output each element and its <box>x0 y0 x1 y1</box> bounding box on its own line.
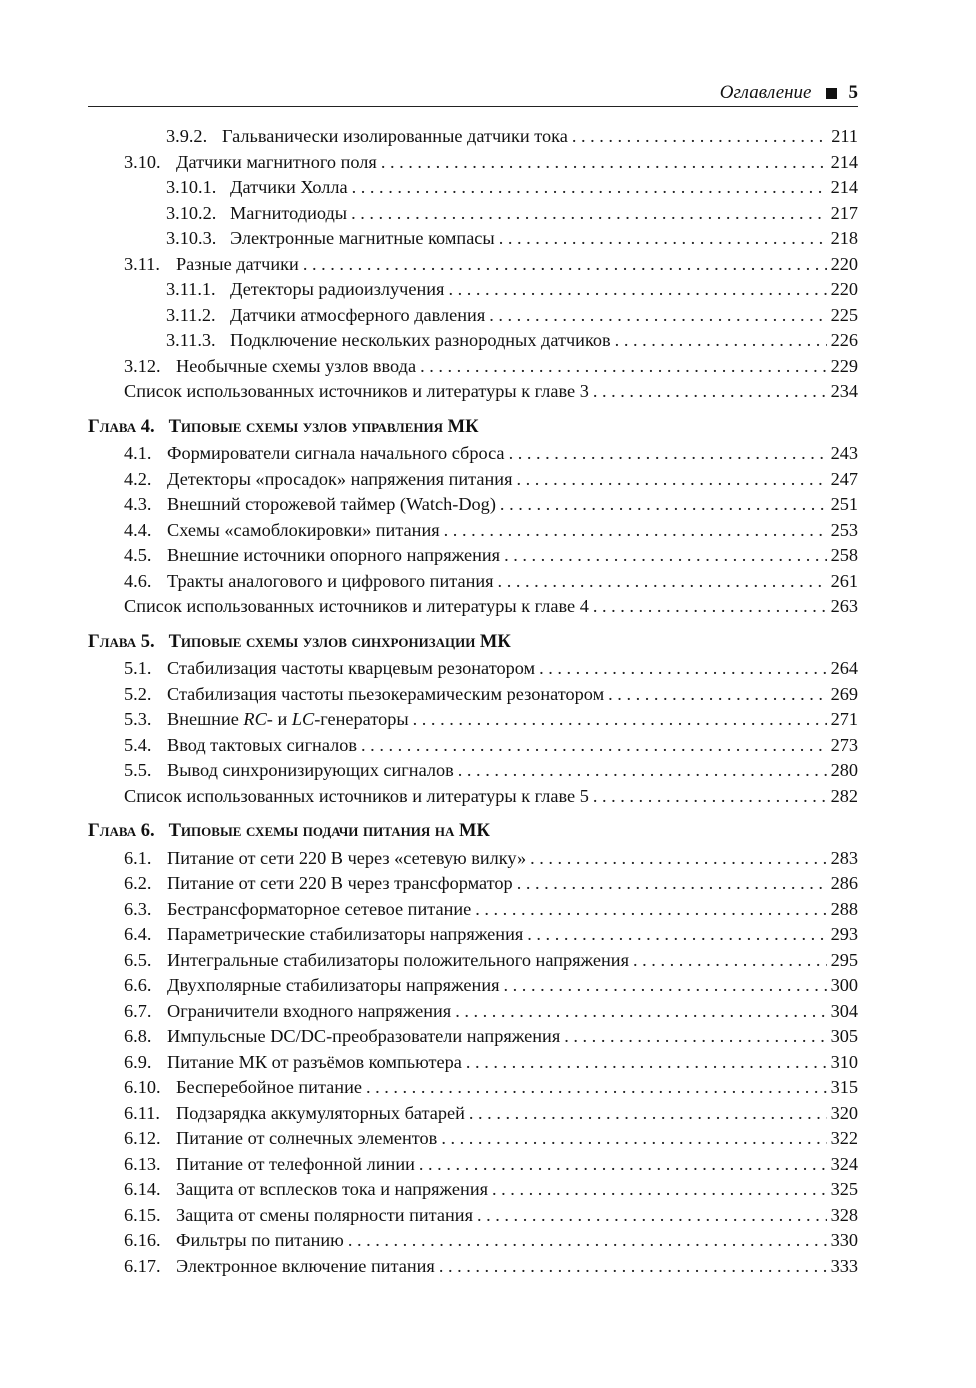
entry-title: Фильтры по питанию <box>176 1230 344 1250</box>
entry-number: 3.10.2. <box>166 202 217 223</box>
toc-entry[interactable] <box>88 328 858 354</box>
entry-number: 6.6. <box>124 975 152 995</box>
dot-leader <box>361 733 827 759</box>
entry-page-number: 218 <box>830 228 858 248</box>
entry-page-number: 293 <box>830 924 858 944</box>
toc-entry[interactable] <box>88 656 858 682</box>
chapter-heading[interactable] <box>88 630 858 656</box>
toc-entry[interactable] <box>88 1228 858 1254</box>
toc-entry[interactable] <box>88 1126 858 1152</box>
toc-entry[interactable] <box>88 922 858 948</box>
entry-title: Защита от смены полярности питания <box>176 1204 473 1225</box>
toc-entry[interactable] <box>88 201 858 227</box>
entry-page-number: 333 <box>830 1255 858 1276</box>
entry-title: Внешний сторожевой таймер (Watch-Dog) <box>167 494 496 514</box>
dot-leader <box>439 1254 827 1280</box>
entry-title: Тракты аналогового и цифрового питания <box>167 570 494 591</box>
header-title: Оглавление <box>719 82 812 103</box>
dot-leader <box>615 328 827 354</box>
entry-title: Бестрансформаторное сетевое питание <box>167 898 472 919</box>
entry-page-number: 253 <box>830 519 858 540</box>
toc-entry[interactable] <box>88 707 858 733</box>
entry-number: 3.11.1. <box>166 279 216 299</box>
entry-page-number: 258 <box>830 545 858 565</box>
dot-leader <box>593 379 827 405</box>
entry-title: Схемы «самоблокировки» питания <box>167 519 440 540</box>
entry-page-number: 263 <box>830 596 858 616</box>
entry-title: Параметрические стабилизаторы напряжения <box>167 924 524 944</box>
chapter-title: Типовые схемы узлов управления МК <box>168 416 479 437</box>
entry-number: 6.1. <box>124 847 152 868</box>
entry-number: 3.12. <box>124 355 161 376</box>
toc-entry[interactable] <box>88 948 858 974</box>
dot-leader <box>492 1177 827 1203</box>
italic-term: RC <box>243 709 267 729</box>
dot-leader <box>441 1126 826 1152</box>
entry-page-number: 320 <box>830 1102 858 1123</box>
entry-page-number: 243 <box>830 443 858 463</box>
entry-title: Подзарядка аккумуляторных батарей <box>176 1102 465 1123</box>
entry-number: 6.13. <box>124 1153 161 1174</box>
italic-term: LC <box>291 709 315 729</box>
entry-title: Интегральные стабилизаторы положительного напряжения <box>167 949 630 970</box>
dot-leader <box>504 973 827 999</box>
entry-page-number: 251 <box>830 494 858 514</box>
chapter-title: Типовые схемы узлов синхронизации МК <box>168 631 511 652</box>
entry-title: Двухполярные стабилизаторы напряжения <box>167 975 500 995</box>
toc-entry[interactable] <box>88 150 858 176</box>
dot-leader <box>504 543 826 569</box>
chapter-number: 5. <box>140 631 155 652</box>
entry-title: Необычные схемы узлов ввода <box>176 355 417 376</box>
dot-leader <box>366 1075 827 1101</box>
toc-entry[interactable] <box>88 682 858 708</box>
dot-leader <box>351 201 827 227</box>
entry-title: Внешние RC- и LC-генераторы <box>167 709 409 729</box>
entry-number: 6.11. <box>124 1102 160 1123</box>
entry-number: 3.10. <box>124 151 161 172</box>
entry-title: Разные датчики <box>176 253 299 274</box>
toc-entry[interactable] <box>88 569 858 595</box>
dot-leader <box>475 897 826 923</box>
dot-leader <box>477 1203 827 1229</box>
entry-number: 5.1. <box>124 658 152 678</box>
entry-title: Датчики атмосферного давления <box>230 304 486 325</box>
toc-entry[interactable] <box>88 1024 858 1050</box>
toc-entry[interactable] <box>88 252 858 278</box>
entry-number: 6.8. <box>124 1026 152 1046</box>
entry-page-number: 220 <box>830 253 858 274</box>
toc-entry[interactable] <box>88 1101 858 1127</box>
entry-number: 6.4. <box>124 924 152 944</box>
dot-leader <box>444 518 827 544</box>
entry-title: Вывод синхронизирующих сигналов <box>167 760 454 780</box>
entry-page-number: 280 <box>830 760 858 780</box>
toc-entry[interactable] <box>88 1152 858 1178</box>
dot-leader <box>499 226 827 252</box>
entry-title: Ограничители входного напряжения <box>167 1000 452 1021</box>
entry-number: 6.5. <box>124 949 152 970</box>
entry-page-number: 214 <box>830 177 858 197</box>
entry-number: 3.11.3. <box>166 330 216 350</box>
toc-entry[interactable] <box>88 973 858 999</box>
entry-page-number: 310 <box>830 1051 858 1072</box>
entry-page-number: 234 <box>830 381 858 401</box>
entry-title: Детекторы «просадок» напряжения питания <box>167 468 513 489</box>
toc-entry[interactable] <box>88 492 858 518</box>
entry-title: Питание от телефонной линии <box>176 1153 415 1174</box>
toc-entry[interactable] <box>88 467 858 493</box>
dot-leader <box>413 707 827 733</box>
running-header <box>88 80 858 107</box>
dot-leader <box>633 948 827 974</box>
entry-title: Гальванически изолированные датчики тока <box>222 126 568 146</box>
dot-leader <box>517 871 827 897</box>
toc-entry[interactable] <box>88 277 858 303</box>
toc-entry[interactable] <box>88 124 858 150</box>
entry-page-number: 324 <box>830 1153 858 1174</box>
entry-number: 3.9.2. <box>166 126 208 146</box>
entry-page-number: 214 <box>830 151 858 172</box>
toc-entry[interactable] <box>88 1075 858 1101</box>
toc-entry[interactable] <box>88 441 858 467</box>
entry-page-number: 211 <box>831 126 858 146</box>
entry-page-number: 315 <box>830 1077 858 1097</box>
entry-number: 6.16. <box>124 1230 161 1250</box>
dot-leader <box>608 682 826 708</box>
toc-entry[interactable] <box>88 379 858 405</box>
entry-title: Детекторы радиоизлучения <box>230 279 445 299</box>
toc-entry[interactable] <box>88 226 858 252</box>
entry-number: 6.14. <box>124 1179 161 1199</box>
toc-entry[interactable] <box>88 846 858 872</box>
entry-title: Внешние источники опорного напряжения <box>167 545 501 565</box>
toc-entry[interactable] <box>88 594 858 620</box>
dot-leader <box>381 150 827 176</box>
entry-page-number: 247 <box>830 468 858 489</box>
entry-page-number: 225 <box>830 304 858 325</box>
entry-number: 4.2. <box>124 468 152 489</box>
entry-number: 4.5. <box>124 545 152 565</box>
entry-number: 6.15. <box>124 1204 161 1225</box>
entry-number: 4.4. <box>124 519 152 540</box>
entry-number: 5.2. <box>124 683 152 704</box>
dot-leader <box>458 758 827 784</box>
entry-title: Импульсные DC/DC-преобразователи напряжения <box>167 1026 561 1046</box>
chapter-number: 6. <box>140 821 155 841</box>
entry-title: Питание МК от разъёмов компьютера <box>167 1051 462 1072</box>
entry-page-number: 229 <box>830 355 858 376</box>
entry-page-number: 271 <box>830 709 858 729</box>
entry-title: Электронное включение питания <box>176 1255 435 1276</box>
entry-title: Датчики Холла <box>230 177 348 197</box>
dot-leader <box>539 656 826 682</box>
entry-page-number: 220 <box>830 279 858 299</box>
toc-entry[interactable] <box>88 871 858 897</box>
entry-page-number: 322 <box>830 1128 858 1148</box>
chapter-title: Типовые схемы подачи питания на МК <box>168 821 490 841</box>
entry-number: 6.3. <box>124 898 152 919</box>
entry-page-number: 283 <box>830 847 858 868</box>
entry-page-number: 286 <box>830 873 858 893</box>
entry-title: Питание от сети 220 В через «сетевую вилку» <box>167 847 527 868</box>
chapter-word: Глава <box>88 821 137 841</box>
entry-page-number: 325 <box>830 1179 858 1199</box>
toc-entry[interactable] <box>88 758 858 784</box>
entry-page-number: 288 <box>830 898 858 919</box>
square-bullet-icon <box>826 88 837 99</box>
header-page-number: 5 <box>848 82 858 103</box>
toc-entry[interactable] <box>88 543 858 569</box>
chapter-number: 4. <box>140 416 155 437</box>
toc-entry[interactable] <box>88 303 858 329</box>
dot-leader <box>498 569 827 595</box>
toc-entry[interactable] <box>88 897 858 923</box>
entry-title: Подключение нескольких разнородных датчиков <box>230 330 611 350</box>
dot-leader <box>500 492 827 518</box>
entry-page-number: 304 <box>830 1000 858 1021</box>
entry-page-number: 264 <box>830 658 858 678</box>
dot-leader <box>593 594 827 620</box>
entry-page-number: 282 <box>830 785 858 806</box>
entry-number: 6.17. <box>124 1255 161 1276</box>
entry-number: 5.4. <box>124 734 152 755</box>
toc-entry[interactable] <box>88 175 858 201</box>
entry-title: Стабилизация частоты пьезокерамическим резонатором <box>167 683 605 704</box>
dot-leader <box>448 277 826 303</box>
running-header-content <box>720 82 858 104</box>
chapter-word: Глава <box>88 416 137 437</box>
entry-title: Электронные магнитные компасы <box>230 228 495 248</box>
entry-title: Список использованных источников и литературы к главе 3 <box>124 381 589 401</box>
toc-entry[interactable] <box>88 354 858 380</box>
table-of-contents <box>88 124 858 1279</box>
chapter-word: Глава <box>88 631 137 652</box>
entry-page-number: 300 <box>830 975 858 995</box>
entry-title: Стабилизация частоты кварцевым резонатором <box>167 658 536 678</box>
entry-number: 6.7. <box>124 1000 152 1021</box>
chapter-heading[interactable] <box>88 819 858 845</box>
entry-number: 6.2. <box>124 873 152 893</box>
entry-page-number: 273 <box>830 734 858 755</box>
toc-entry[interactable] <box>88 1177 858 1203</box>
dot-leader <box>489 303 826 329</box>
toc-entry[interactable] <box>88 1254 858 1280</box>
entry-number: 6.10. <box>124 1077 161 1097</box>
entry-page-number: 295 <box>830 949 858 970</box>
entry-title: Список использованных источников и литературы к главе 5 <box>124 785 589 806</box>
dot-leader <box>530 846 826 872</box>
entry-number: 6.12. <box>124 1128 161 1148</box>
dot-leader <box>348 1228 827 1254</box>
entry-number: 5.5. <box>124 760 152 780</box>
toc-entry[interactable] <box>88 1050 858 1076</box>
entry-number: 4.3. <box>124 494 152 514</box>
dot-leader <box>469 1101 827 1127</box>
toc-entry[interactable] <box>88 999 858 1025</box>
entry-number: 3.10.1. <box>166 177 217 197</box>
toc-entry[interactable] <box>88 733 858 759</box>
entry-number: 5.3. <box>124 709 152 729</box>
entry-page-number: 217 <box>830 202 858 223</box>
entry-number: 6.9. <box>124 1051 152 1072</box>
toc-entry[interactable] <box>88 1203 858 1229</box>
dot-leader <box>352 175 827 201</box>
entry-page-number: 305 <box>830 1026 858 1046</box>
entry-number: 4.1. <box>124 443 152 463</box>
entry-page-number: 328 <box>830 1204 858 1225</box>
dot-leader <box>527 922 826 948</box>
dot-leader <box>455 999 826 1025</box>
entry-title: Питание от сети 220 В через трансформатор <box>167 873 513 893</box>
dot-leader <box>564 1024 826 1050</box>
chapter-heading[interactable] <box>88 415 858 441</box>
entry-title: Список использованных источников и литературы к главе 4 <box>124 596 589 616</box>
entry-title: Ввод тактовых сигналов <box>167 734 358 755</box>
entry-page-number: 330 <box>830 1230 858 1250</box>
entry-number: 3.10.3. <box>166 228 217 248</box>
entry-title: Формирователи сигнала начального сброса <box>167 443 505 463</box>
entry-title: Магнитодиоды <box>230 202 348 223</box>
dot-leader <box>509 441 827 467</box>
entry-title: Бесперебойное питание <box>176 1077 362 1097</box>
dot-leader <box>466 1050 827 1076</box>
dot-leader <box>419 1152 827 1178</box>
toc-entry[interactable] <box>88 518 858 544</box>
entry-number: 3.11.2. <box>166 304 216 325</box>
entry-title: Защита от всплесков тока и напряжения <box>176 1179 489 1199</box>
dot-leader <box>593 784 827 810</box>
dot-leader <box>517 467 827 493</box>
entry-number: 4.6. <box>124 570 152 591</box>
entry-page-number: 269 <box>830 683 858 704</box>
dot-leader <box>572 124 827 150</box>
entry-title: Питание от солнечных элементов <box>176 1128 438 1148</box>
dot-leader <box>420 354 827 380</box>
entry-page-number: 226 <box>830 330 858 350</box>
entry-title: Датчики магнитного поля <box>176 151 377 172</box>
entry-page-number: 261 <box>830 570 858 591</box>
entry-number: 3.11. <box>124 253 160 274</box>
toc-entry[interactable] <box>88 784 858 810</box>
dot-leader <box>303 252 827 278</box>
